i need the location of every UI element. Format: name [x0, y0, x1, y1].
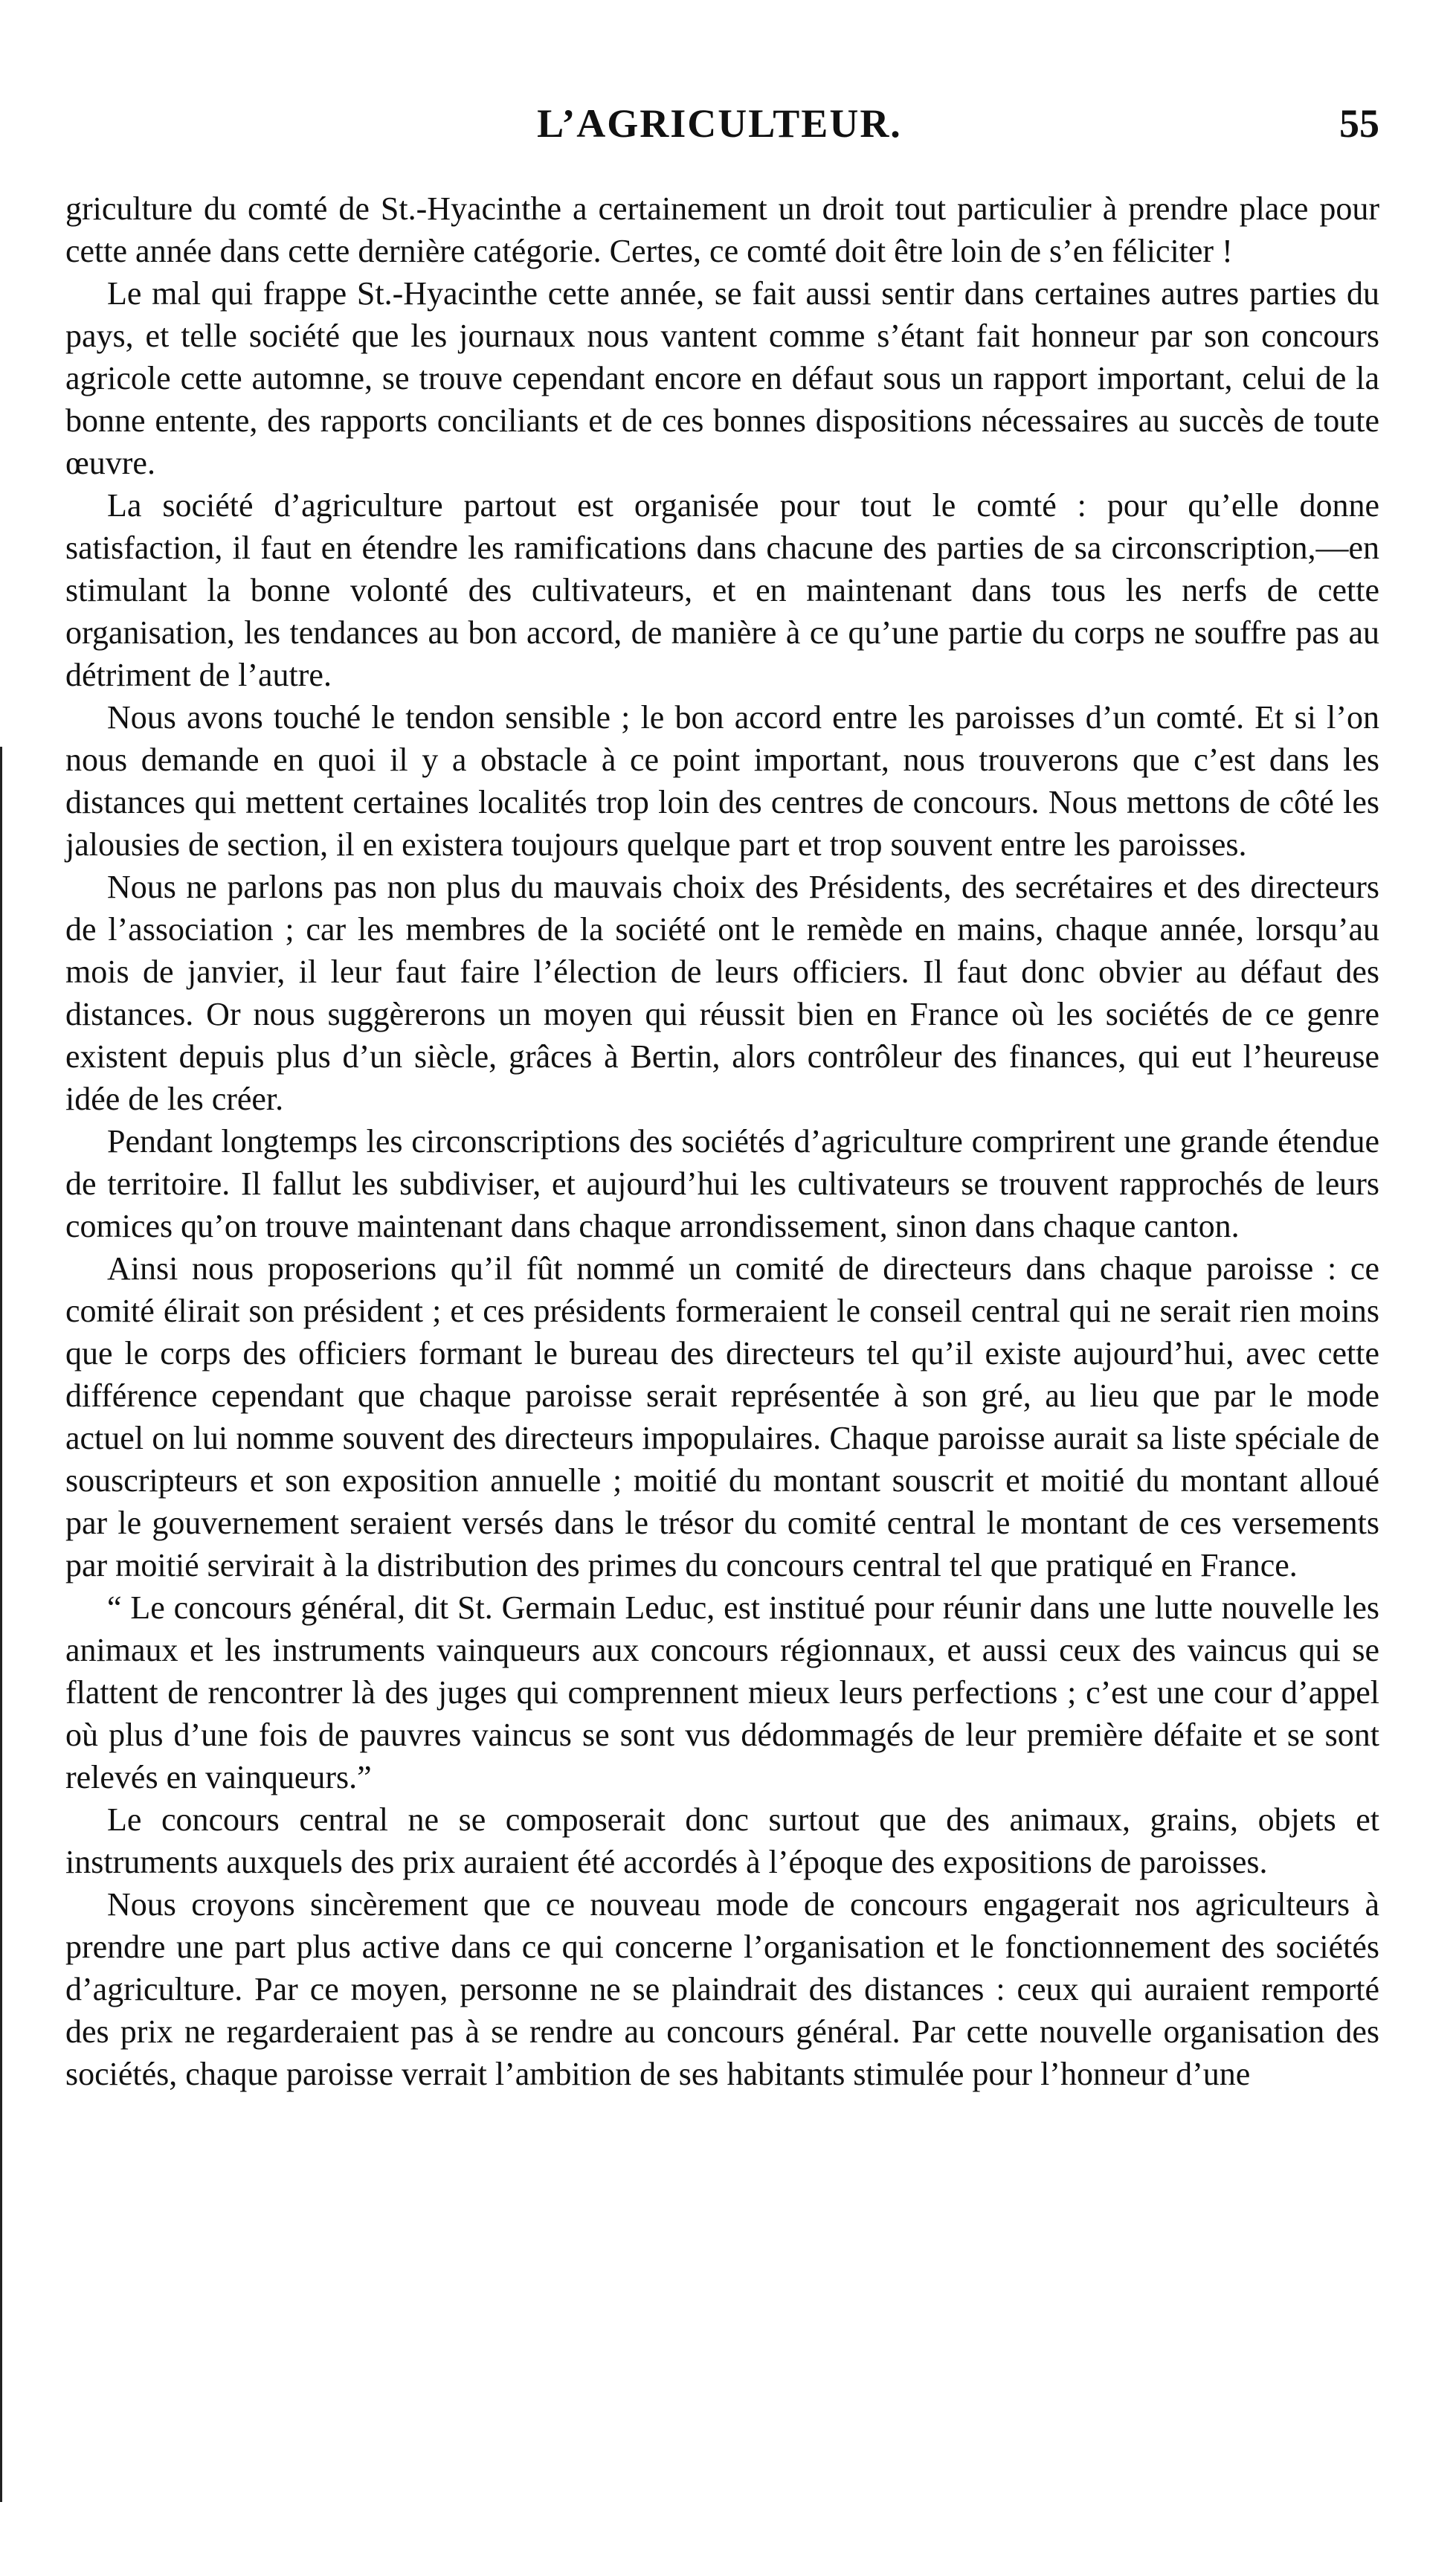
paragraph-continuation: griculture du comté de St.-Hyacinthe a certainement un droit tout particulier à prendre place pour cette année dans cette dernière catégorie. Certes, ce comté doit être loin de s’en féliciter !	[65, 190, 1379, 269]
page-header	[59, 94, 1379, 153]
paragraph-tendon-sensible: Nous avons touché le tendon sensible ; le bon accord entre les paroisses d’un comté. Et si l’on nous demande en quoi il y a obstacle à ce point important, nous trouverons que c’est dans les distances qui mettent certaines localités trop loin des centres de concours. Nous mettons de côté les jalousies de section, il en existera toujours quelque part et trop souvent entre les paroisses.	[65, 699, 1379, 863]
paragraph-nouveau-mode: Nous croyons sincèrement que ce nouveau mode de concours engagerait nos agriculteurs à prendre une part plus active dans ce qui concerne l’organisation et le fonctionnement des sociétés d’agriculture. Par ce moyen, personne ne se plaindrait des distances : ceux qui auraient remporté des prix ne regarderaient pas à se rendre au concours général. Par cette nouvelle organisation des sociétés, chaque paroisse verrait l’ambition de ses habitants stimulée pour l’honneur d’une	[65, 1886, 1379, 2092]
paragraph-mauvais-choix: Nous ne parlons pas non plus du mauvais choix des Présidents, des secrétaires et des directeurs de l’association ; car les membres de la société ont le remède en mains, chaque année, lorsqu’au mois de janvier, il leur faut faire l’élection de leurs officiers. Il faut donc obvier au défaut des distances. Or nous suggèrerons un moyen qui réussit bien en France où les sociétés de ce genre existent depuis plus d’un siècle, grâces à Bertin, alors contrôleur des finances, qui eut l’heureuse idée de les créer.	[65, 869, 1379, 1117]
running-title: L’AGRICULTEUR.	[537, 101, 902, 146]
quoted-paragraph: “ Le concours général, dit St. Germain Leduc, est institué pour réunir dans une lutte nouvelle les animaux et les instruments vainqueurs aux concours régionnaux, et aussi ceux des vaincus qui se flattent de rencontrer là des juges qui comprennent mieux leurs perfections ; c’est une cour d’appel où plus d’une fois de pauvres vaincus se sont vus dédommagés de leur première défaite et se sont relevés en vainqueurs.”	[65, 1589, 1379, 1795]
paragraph-concours-central: Le concours central ne se composerait donc surtout que des animaux, grains, objets et instruments auxquels des prix auraient été accordés à l’époque des expositions de paroisses.	[65, 1801, 1379, 1880]
body-text	[65, 187, 1379, 2478]
paragraph-circonscriptions: Pendant longtemps les circonscriptions des sociétés d’agriculture comprirent une grande étendue de territoire. Il fallut les subdiviser, et aujourd’hui les cultivateurs se trouvent rapprochés de leurs comices qu’on trouve maintenant dans chaque arrondissement, sinon dans chaque canton.	[65, 1123, 1379, 1244]
paragraph-comite-directeurs: Ainsi nous proposerions qu’il fût nommé un comité de directeurs dans chaque paroisse : ce comité élirait son président ; et ces présidents formeraient le conseil central qui ne serait rien moins que le corps des officiers formant le bureau des directeurs tel qu’il existe aujourd’hui, avec cette différence cependant que chaque paroisse serait représentée à son gré, au lieu que par le mode actuel on lui nomme souvent des directeurs impopulaires. Chaque paroisse aurait sa liste spéciale de souscripteurs et son exposition annuelle ; moitié du montant souscrit et moitié du montant alloué par le gouvernement seraient versés dans le trésor du comité central le montant de ces versements par moitié servirait à la distribution des primes du concours central tel que pratiqué en France.	[65, 1250, 1379, 1583]
paragraph-societe-organisee: La société d’agriculture partout est organisée pour tout le comté : pour qu’elle donne satisfaction, il faut en étendre les ramifications dans chacune des parties de sa circonscription,—en stimulant la bonne volonté des cultivateurs, et en maintenant dans tous les nerfs de cette organisation, les tendances au bon accord, de manière à ce qu’une partie du corps ne souffre pas au détriment de l’autre.	[65, 487, 1379, 693]
left-page-edge-rule	[0, 747, 2, 2502]
paragraph-mal-qui-frappe: Le mal qui frappe St.-Hyacinthe cette année, se fait aussi sentir dans certaines autres parties du pays, et telle société que les journaux nous vantent comme s’étant fait honneur par son concours agricole cette automne, se trouve cependant encore en défaut sous un rapport important, celui de la bonne entente, des rapports conciliants et de ces bonnes dispositions nécessaires au succès de toute œuvre.	[65, 275, 1379, 481]
page-number: 55	[1339, 101, 1379, 146]
